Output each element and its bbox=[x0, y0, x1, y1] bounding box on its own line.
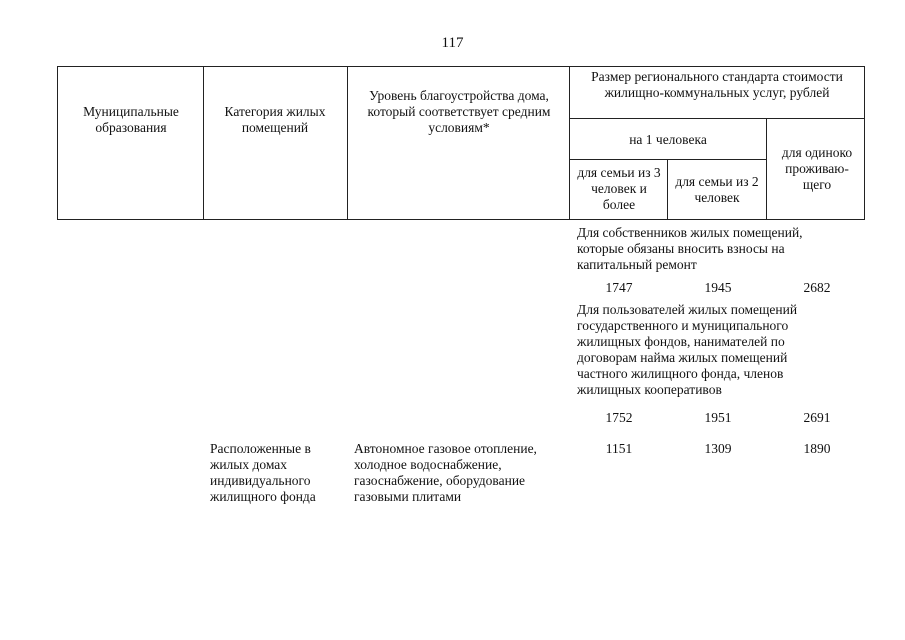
table-top-border bbox=[57, 66, 865, 67]
per-person-line bbox=[569, 159, 767, 160]
table-right-border bbox=[864, 66, 865, 220]
users-note: Для пользователей жилых помещений государственного и муниципального жилищных фондов, нанимателей по договорам найма жилых помещений частного жилищного фонда, членов жилищных кооперативов bbox=[577, 302, 798, 397]
table-left-border bbox=[57, 66, 58, 220]
col-divider-4 bbox=[667, 159, 668, 220]
header-single: для одиноко проживаю-щего bbox=[781, 145, 853, 192]
col-divider-3 bbox=[569, 66, 570, 220]
col-divider-2 bbox=[347, 66, 348, 220]
owners-value-family2: 1945 bbox=[704, 280, 732, 295]
page-number: 117 bbox=[441, 35, 464, 51]
users-value-family3: 1752 bbox=[605, 410, 633, 425]
owners-value-family3: 1747 bbox=[605, 280, 633, 295]
owners-note: Для собственников жилых помещений, которые обязаны вносить взносы на капитальный ремонт bbox=[577, 225, 803, 272]
size-subheader-line bbox=[569, 118, 865, 119]
col-divider-5 bbox=[766, 118, 767, 220]
owners-value-single: 2682 bbox=[803, 280, 831, 295]
header-level: Уровень благоустройства дома, который соответствует средним условиям* bbox=[367, 88, 551, 135]
table-bottom-border bbox=[57, 219, 865, 220]
row-category: Расположенные в жилых домах индивидуального жилищного фонда bbox=[210, 441, 316, 504]
users-value-single: 2691 bbox=[803, 410, 831, 425]
users-value-family2: 1951 bbox=[704, 410, 732, 425]
header-family2: для семьи из 2 человек bbox=[675, 174, 759, 205]
header-size: Размер регионального стандарта стоимости жилищно-коммунальных услуг, рублей bbox=[591, 69, 843, 100]
header-family3: для семьи из 3 человек и более bbox=[577, 165, 661, 212]
header-per-person: на 1 человека bbox=[629, 132, 707, 147]
row-value-single: 1890 bbox=[803, 441, 831, 456]
col-divider-1 bbox=[203, 66, 204, 220]
header-category: Категория жилых помещений bbox=[224, 104, 326, 135]
row-level: Автономное газовое отопление, холодное водоснабжение, газоснабжение, оборудование газовыми плитами bbox=[354, 441, 537, 504]
row-value-family2: 1309 bbox=[704, 441, 732, 456]
header-municipal: Муниципальные образования bbox=[83, 104, 179, 135]
row-value-family3: 1151 bbox=[605, 441, 633, 456]
